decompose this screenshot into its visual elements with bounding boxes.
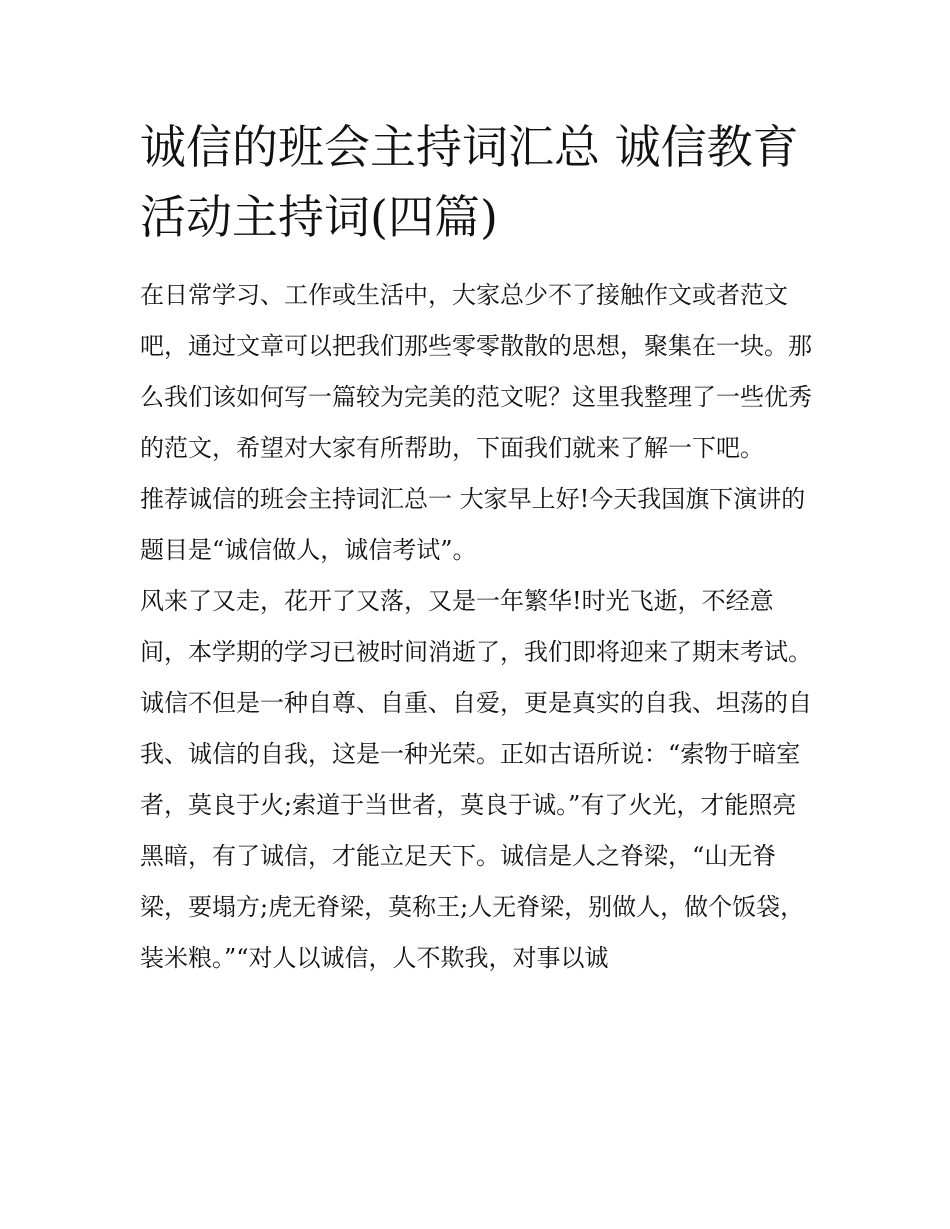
- paragraph-wind: 风来了又走，花开了又落，又是一年繁华!时光飞逝，不经意间，本学期的学习已被时间消逝了，我们即将迎来了期末考试。: [140, 587, 812, 666]
- paragraph-integrity: 诚信不但是一种自尊、自重、自爱，更是真实的自我、坦荡的自我、诚信的自我，这是一种光荣。正如古语所说：“索物于暗室者，莫良于火;索道于当世者，莫良于诚。”有了火光，才能照亮黑暗，有了诚信，才能立足天下。诚信是人之脊梁，“山无脊梁，要塌方;虎无脊梁，莫称王;人无脊梁，别做人，做个饭袋，装米粮。”“对人以诚信，人不欺我，对事以诚: [140, 689, 812, 972]
- document-title: 诚信的班会主持词汇总 诚信教育活动主持词(四篇): [140, 120, 799, 244]
- paragraph-intro: 在日常学习、工作或生活中，大家总少不了接触作文或者范文吧，通过文章可以把我们那些零零散散的思想，聚集在一块。那么我们该如何写一篇较为完美的范文呢？这里我整理了一些优秀的范文，希望对大家有所帮助，下面我们就来了解一下吧。: [140, 281, 812, 462]
- document-body: [140, 112, 812, 984]
- paragraph-recommend: 推荐诚信的班会主持词汇总一 大家早上好!今天我国旗下演讲的题目是“诚信做人，诚信考试”。: [140, 485, 806, 564]
